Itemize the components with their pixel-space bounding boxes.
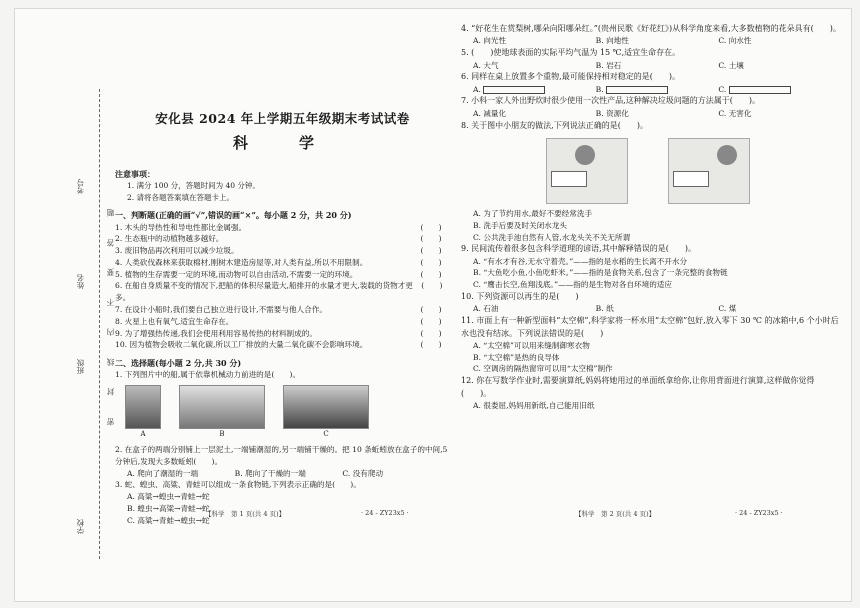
child-washing-image xyxy=(546,138,628,204)
question-7-options: A. 减量化 B. 资源化 C. 无害化 xyxy=(473,108,752,118)
school-label: 学校 xyxy=(76,519,85,534)
notice-item: 2. 请将各题答案填在答题卡上。 xyxy=(127,192,235,202)
footer-left-code: · 24 - ZY23x5 · xyxy=(361,509,409,517)
child-head-icon xyxy=(717,145,737,165)
question-8: 8. 关于图中小朋友的做法,下列说法正确的是( )。 xyxy=(461,120,648,130)
seal-line xyxy=(99,89,100,559)
exam-no-label: 考号 xyxy=(76,179,85,194)
judge-item: 3. 废旧物品再次利用可以减少垃圾。 ( ) xyxy=(115,246,442,256)
question-3: 3. 蛇、蝗虫、高粱、青蛙可以组成一条食物链,下列表示正确的是( )。 xyxy=(115,480,361,490)
question-5: 5. ( )使地球表面的实际平均气温为 15 ℃,适宜生命存在。 xyxy=(461,48,681,58)
left-column xyxy=(115,23,450,526)
footer-right-page: 【科学 第 2 页(共 4 页)】 xyxy=(575,510,656,518)
question-11-option: A. “太空棉”可以用来缝制御寒衣物 xyxy=(473,340,590,350)
notice-item: 1. 满分 100 分，答题时间为 40 分钟。 xyxy=(127,181,260,191)
boat-pictures xyxy=(125,385,450,440)
judge-item: 10. 因为植物会吸收二氧化碳,所以工厂排放的大量二氧化碳不会影响环境。 ( ) xyxy=(115,340,442,350)
footer-right-code: · 24 - ZY23x5 · xyxy=(735,509,783,517)
child-leaving-image xyxy=(668,138,750,204)
object-shape-icon xyxy=(729,86,791,94)
question-8-option: C. 公共洗手池自然有人管,水龙头关不关无所谓 xyxy=(473,232,631,242)
question-6-options xyxy=(473,84,841,96)
question-12-option: A. 很娄屈,妈妈用新纸,自己能用旧纸 xyxy=(473,401,595,411)
question-8-option: A. 为了节约用水,最好不要经常洗手 xyxy=(473,209,593,219)
question-4: 4. “好花生在赏梨树,哪朵向阳哪朵红。”(贵州民歌《好花红》)从科学角度来看,大多数植物的花朵具有( )。 xyxy=(461,24,841,33)
judge-item: 7. 在设计小船时,我们要自己独立进行设计,不需要与他人合作。 ( ) xyxy=(115,305,442,315)
sink-icon xyxy=(673,171,709,187)
question-10-options: A. 石油 B. 纸 C. 煤 xyxy=(473,304,737,314)
notice-heading: 注意事项： xyxy=(115,168,155,179)
rowboat-image xyxy=(179,385,265,429)
judge-item: 9. 为了增强热传递,我们会使用利用容易传热的材料制成的。 ( ) xyxy=(115,328,442,338)
question-3-option: A. 高粱→蝗虫→青蛙→蛇 xyxy=(127,492,210,502)
handwashing-illustration xyxy=(546,138,841,204)
exam-sheet xyxy=(14,8,852,602)
right-column xyxy=(461,23,841,412)
judge-item: 2. 生态瓶中的动植物越多越好。 ( ) xyxy=(115,234,442,244)
question-2: 2. 在盒子的两端分别铺上一层泥土,一端铺潮湿的,另一端铺干燥的。把 10 条蚯蚓放在盒子的中间,5 分钟后,发现大多数蚯蚓( )。 xyxy=(115,445,448,466)
question-9-option: C. “鹰击长空,鱼翔浅底。”——指的是生物对各自环境的适应 xyxy=(473,280,672,290)
question-9-option: B. “大鱼吃小鱼,小鱼吃虾米。”——指的是食物关系,包含了一条完整的食物链 xyxy=(473,268,728,278)
question-9: 9. 民间流传着很多包含科学道理的谚语,其中解释错误的是( )。 xyxy=(461,244,696,254)
question-2-options: A. 爬向了潮湿的一端 B. 爬向了干燥的一端 C. 没有爬动 xyxy=(127,468,384,478)
boat-picture-a: A xyxy=(125,385,161,440)
boat-picture-b: B xyxy=(179,385,265,440)
question-11-option: B. “太空棉”是热的良导体 xyxy=(473,352,560,362)
sailboat-image xyxy=(125,385,161,429)
seal-strip xyxy=(55,89,113,559)
name-label: 姓名 xyxy=(76,274,85,289)
option-c: C. xyxy=(718,84,841,96)
object-shape-icon xyxy=(606,86,668,94)
judge-item: 8. 火星上也有氧气,适宜生命存在。 ( ) xyxy=(115,316,442,326)
class-label: 班级 xyxy=(76,359,85,374)
ship-image xyxy=(283,385,369,429)
seal-line-text: 密 封 线 内 不 要 答 题 xyxy=(106,199,115,426)
option-b: B. xyxy=(596,84,719,96)
judge-item: 1. 木头的导热性和导电性都比金属强。 ( ) xyxy=(115,222,442,232)
judge-item: 5. 植物的生存需要一定的环境,而动物可以自由活动,不需要一定的环境。 ( ) xyxy=(115,269,442,279)
boat-picture-c: C xyxy=(283,385,369,440)
question-7: 7. 小科一家人外出野炊时很少使用一次性产品,这种解决垃圾问题的方法属于( )。 xyxy=(461,96,760,106)
section1-heading: 一、判断题(正确的画“√”,错误的画“×”。每小题 2 分，共 20 分) xyxy=(115,210,352,221)
question-10: 10. 下列资源可以再生的是( ) xyxy=(461,292,579,301)
question-6: 6. 同样在桌上放置多个重物,最可能保持相对稳定的是( )。 xyxy=(461,72,680,82)
footer-left-page: 【科学 第 1 页(共 4 页)】 xyxy=(205,510,286,518)
judge-item: 4. 人类砍伐森林来获取棉材,刚树木建造房屋等,对人类有益,所以不用限制。 ( ) xyxy=(115,257,442,267)
question-5-options: A. 大气 B. 岩石 C. 土壤 xyxy=(473,60,744,70)
exam-subject: 科 学 xyxy=(232,134,332,153)
question-11: 11. 市面上有一种新型面料“太空棉”,科学家将一杯水用“太空棉”包好,放入零下 30 ℃ 的冰箱中,6 个小时后水也没有结冰。下列说法错误的是( ) xyxy=(461,316,839,338)
option-a: A. xyxy=(473,84,596,96)
question-11-option: C. 空调房的隔热窗帘可以用“太空棉”制作 xyxy=(473,364,613,374)
question-3-option: B. 蝗虫→高粱→青蛙→蛇 xyxy=(127,503,210,513)
question-8-option: B. 洗手后要及时关闭水龙头 xyxy=(473,220,567,230)
exam-title: 安化县 2024 年上学期五年级期末考试试卷 xyxy=(155,111,410,126)
question-4-options: A. 向光性 B. 向地性 C. 向水性 xyxy=(473,36,752,46)
section2-heading: 二、选择题(每小题 2 分,共 30 分) xyxy=(115,358,242,369)
question-1: 1. 下列图片中的船,属于依靠机械动力前进的是( )。 xyxy=(115,370,301,380)
question-3-option: C. 高粱→青蛙→蝗虫→蛇 xyxy=(127,515,210,525)
judge-item: 6. 在船自身质量不变的情况下,把船的体积尽量造大,船排开的水量才更大,装载的货物才更多。 ( ) xyxy=(115,281,443,303)
question-9-option: A. “有水才有谷,无水守着壳。”——指的是水稻的生长离不开水分 xyxy=(473,256,688,266)
question-12: 12. 你在写数学作业时,需要演算纸,妈妈将她用过的单面纸拿给你,让你用背面进行演算,这样做你觉得( )。 xyxy=(461,376,815,398)
sink-icon xyxy=(551,171,587,187)
child-head-icon xyxy=(575,145,595,165)
object-shape-icon xyxy=(483,86,545,94)
